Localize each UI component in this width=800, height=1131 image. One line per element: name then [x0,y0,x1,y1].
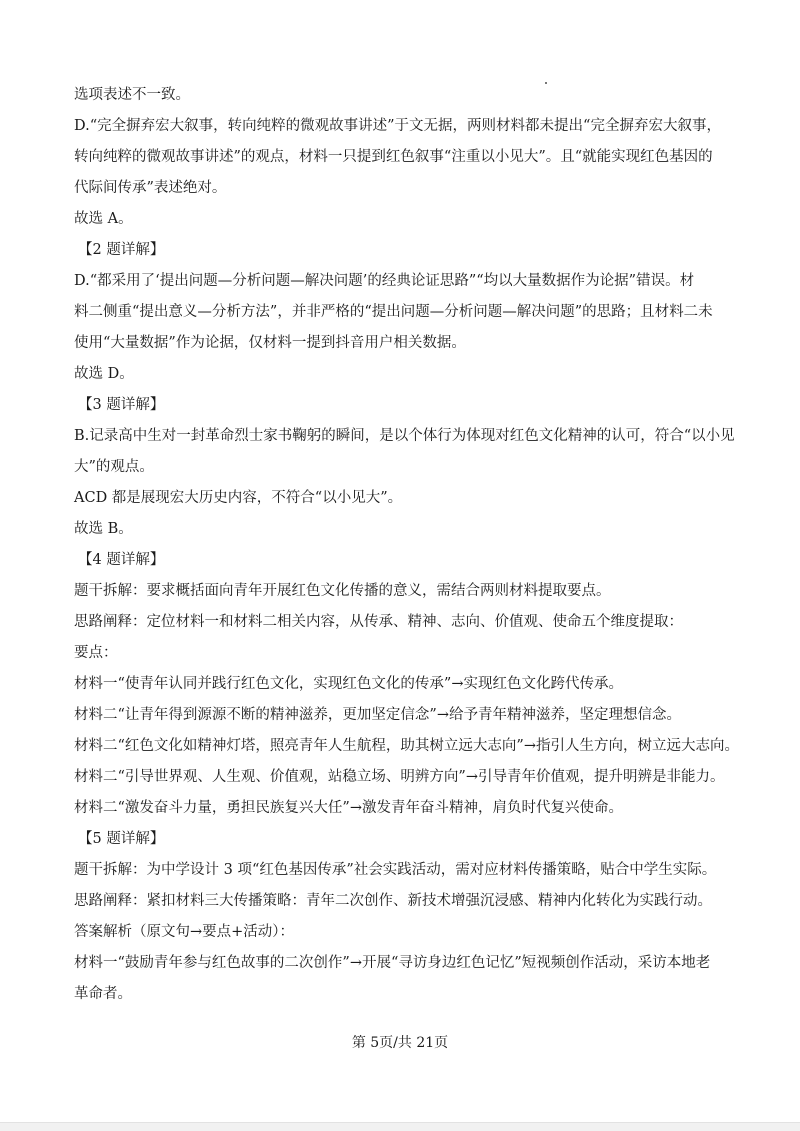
text-line: ACD 都是展现宏大历史内容，不符合“以小见大”。 [74,490,403,506]
text-line: 材料一“使青年认同并践行红色文化，实现红色文化的传承”→实现红色文化跨代传承。 [74,676,623,692]
text-line: 革命者。 [74,986,132,1002]
text-line: 答案解析（原文句→要点+活动）： [74,924,295,940]
text-line: B.记录高中生对一封革命烈士家书鞠躬的瞬间，是以个体行为体现对红色文化精神的认可，符合“以小见 [74,428,735,444]
text-line: 材料一“鼓励青年参与红色故事的二次创作”→开展“寻访身边红色记忆”短视频创作活动，采访本地老 [74,955,711,971]
text-line: 题干拆解：为中学设计 3 项“红色基因传承”社会实践活动，需对应材料传播策略，贴合中学生实际。 [74,862,717,878]
text-line: 大”的观点。 [74,459,154,475]
text-line: 转向纯粹的微观故事讲述”的观点，材料一只提到红色叙事“注重以小见大”。且“就能实现红色基因的 [74,149,713,165]
text-line: 故选 A。 [74,211,133,227]
section-heading: 【2 题详解】 [78,242,165,258]
text-line: 要点： [74,645,118,661]
text-line: 选项表述不一致。 [74,87,190,103]
text-line: D.“都采用了‘提出问题—分析问题—解决问题’的经典论证思路”“均以大量数据作为论据”错误。材 [74,273,695,289]
text-line: 料二侧重“提出意义—分析方法”，并非严格的“提出问题—分析问题—解决问题”的思路；且材料二未 [74,304,713,320]
page-number: 第 5页/共 21页 [351,1035,449,1051]
text-line: 材料二“激发奋斗力量，勇担民族复兴大任”→激发青年奋斗精神，肩负时代复兴使命。 [74,800,623,816]
text-line: 故选 B。 [74,521,133,537]
text-line: 材料二“引导世界观、人生观、价值观，站稳立场、明辨方向”→引导青年价值观，提升明辨是非能力。 [74,769,725,785]
section-heading: 【3 题详解】 [78,397,165,413]
text-line: 代际间传承”表述绝对。 [74,180,227,196]
text-line: 思路阐释：定位材料一和材料二相关内容，从传承、精神、志向、价值观、使命五个维度提取： [74,614,683,630]
section-heading: 【5 题详解】 [78,831,165,847]
text-line: 材料二“红色文化如精神灯塔，照亮青年人生航程，助其树立远大志向”→指引人生方向，树立远大志向。 [74,738,739,754]
text-line: 故选 D。 [74,366,134,382]
text-line: D.“完全摒弃宏大叙事，转向纯粹的微观故事讲述”于文无据，两则材料都未提出“完全摒弃宏大叙事， [74,118,721,134]
text-line: 题干拆解：要求概括面向青年开展红色文化传播的意义，需结合两则材料提取要点。 [74,583,611,599]
text-line: 思路阐释：紧扣材料三大传播策略：青年二次创作、新技术增强沉浸感、精神内化转化为实践行动。 [74,893,712,909]
text-line: 材料二“让青年得到源源不断的精神滋养，更加坚定信念”→给予青年精神滋养，坚定理想信念。 [74,707,681,723]
section-heading: 【4 题详解】 [78,552,165,568]
text-line: 使用“大量数据”作为论据，仅材料一提到抖音用户相关数据。 [74,335,466,351]
